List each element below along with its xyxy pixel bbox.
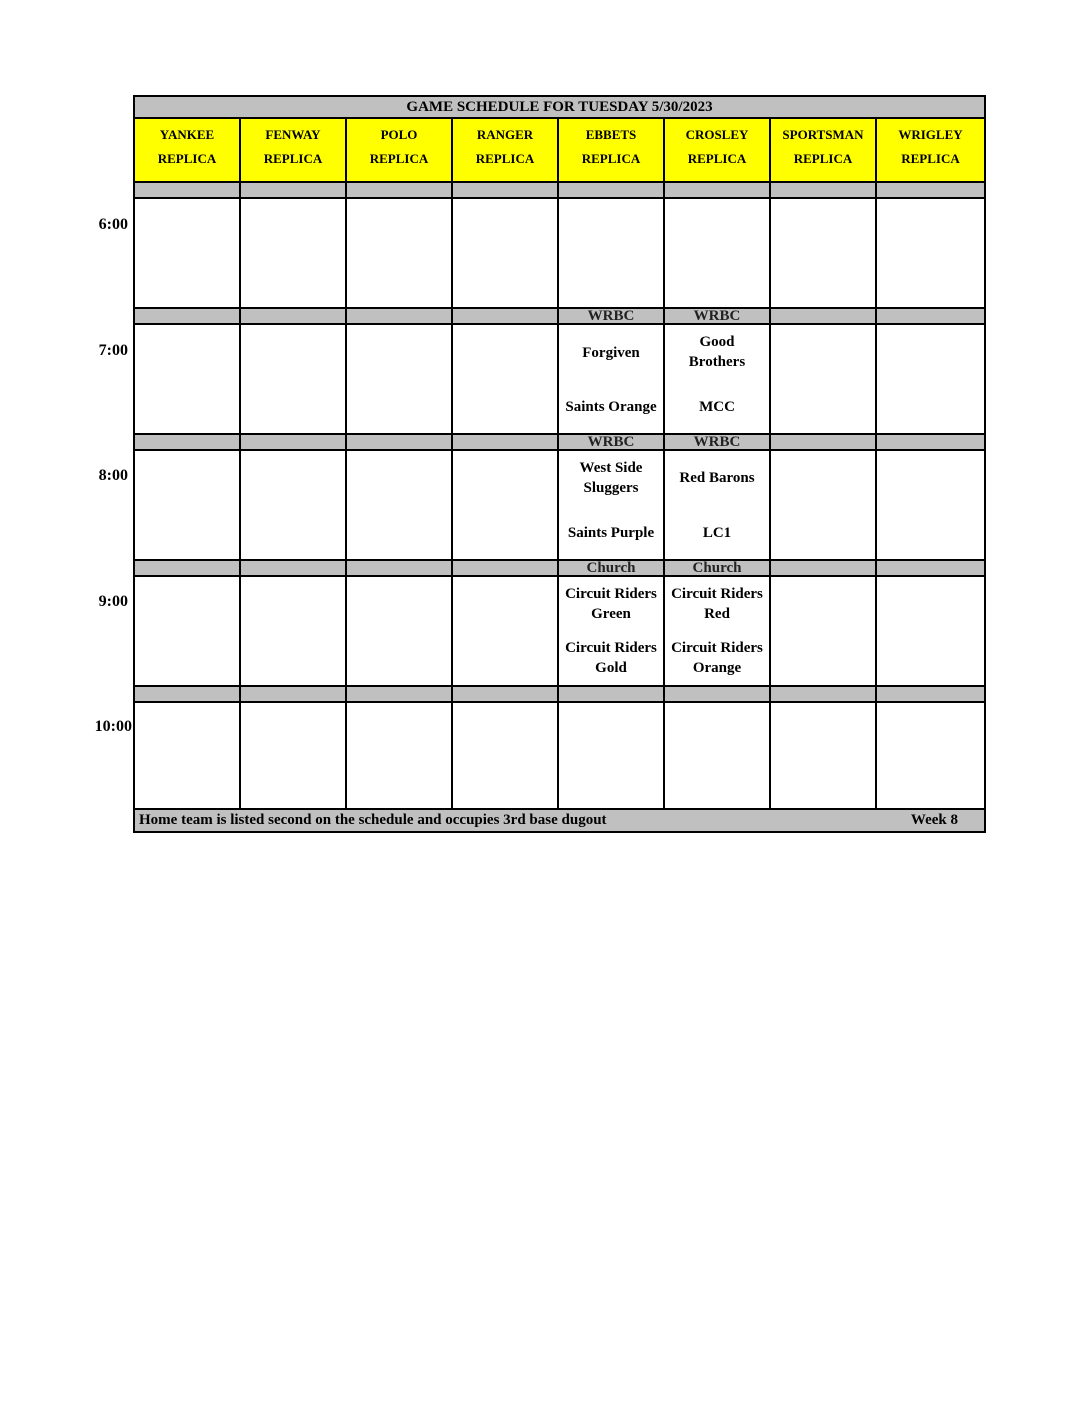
field-sub: REPLICA	[475, 151, 535, 166]
league-bar	[877, 183, 984, 199]
game-cell	[453, 451, 559, 561]
league-bar-ebbets	[559, 687, 665, 703]
game-cell	[347, 451, 453, 561]
field-sub: REPLICA	[263, 151, 323, 166]
league-bar	[453, 435, 559, 451]
game-cell	[453, 325, 559, 435]
field-sub: REPLICA	[157, 151, 217, 166]
league-bar-crosley	[665, 183, 771, 199]
game-cell-crosley	[665, 451, 771, 561]
game-cell	[877, 451, 984, 561]
game-cell	[877, 703, 984, 810]
away-team: West Side Sluggers	[579, 460, 643, 496]
league-bar	[135, 183, 241, 199]
league-bar-crosley: WRBC	[665, 309, 771, 325]
away-team: Circuit Riders Red	[671, 586, 763, 622]
league-bar	[453, 183, 559, 199]
field-sub: REPLICA	[581, 151, 641, 166]
league-bar-ebbets: WRBC	[559, 435, 665, 451]
game-cell	[771, 577, 877, 687]
field-header-ebbets	[559, 119, 665, 183]
home-team: LC1	[702, 525, 732, 541]
league-bar	[347, 309, 453, 325]
away-team: Forgiven	[582, 345, 640, 361]
game-cell-ebbets	[559, 703, 665, 810]
field-header-crosley	[665, 119, 771, 183]
game-cell-ebbets	[559, 577, 665, 687]
home-team: MCC	[699, 399, 735, 415]
game-cell	[771, 325, 877, 435]
league-bar	[877, 435, 984, 451]
game-cell	[135, 451, 241, 561]
time-label-10: 10:00	[94, 718, 132, 735]
league-bar	[347, 561, 453, 577]
league-bar	[135, 687, 241, 703]
game-cell	[453, 577, 559, 687]
game-cell-ebbets	[559, 325, 665, 435]
field-sub: REPLICA	[901, 151, 960, 166]
field-header-fenway	[241, 119, 347, 183]
field-header-yankee	[135, 119, 241, 183]
league-bar	[135, 561, 241, 577]
field-name: SPORTSMAN	[782, 127, 864, 142]
game-cell	[877, 199, 984, 309]
league-bar	[241, 687, 347, 703]
game-cell	[347, 577, 453, 687]
game-cell-crosley	[665, 199, 771, 309]
league-bar	[771, 435, 877, 451]
league-bar-crosley: WRBC	[665, 435, 771, 451]
league-bar-ebbets: WRBC	[559, 309, 665, 325]
game-cell	[453, 703, 559, 810]
away-team: Good Brothers	[688, 334, 746, 370]
field-header-sportsman	[771, 119, 877, 183]
league-bar	[771, 561, 877, 577]
league-bar	[453, 561, 559, 577]
home-team: Saints Purple	[567, 525, 655, 541]
league-bar	[347, 687, 453, 703]
home-team: Saints Orange	[565, 399, 657, 415]
field-header-wrigley	[877, 119, 984, 183]
field-name: RANGER	[476, 127, 534, 142]
field-name: POLO	[380, 127, 418, 142]
game-cell-ebbets	[559, 199, 665, 309]
game-cell	[135, 199, 241, 309]
schedule-footer	[135, 810, 984, 831]
game-cell	[241, 703, 347, 810]
away-team: Circuit Riders Green	[565, 586, 657, 622]
league-bar	[453, 687, 559, 703]
league-bar	[241, 561, 347, 577]
away-team: Red Barons	[679, 470, 755, 486]
league-bar	[241, 435, 347, 451]
game-cell	[453, 199, 559, 309]
home-team: Circuit Riders Orange	[671, 640, 763, 676]
schedule-sheet	[133, 95, 986, 833]
game-cell-crosley	[665, 577, 771, 687]
game-cell	[135, 577, 241, 687]
home-team: Circuit Riders Gold	[565, 640, 657, 676]
league-bar	[135, 435, 241, 451]
field-header-polo	[347, 119, 453, 183]
game-cell	[135, 325, 241, 435]
game-cell	[771, 199, 877, 309]
game-cell	[241, 577, 347, 687]
league-bar-crosley	[665, 687, 771, 703]
schedule-title: GAME SCHEDULE FOR TUESDAY 5/30/2023	[135, 97, 984, 119]
game-cell	[135, 703, 241, 810]
time-label-8: 8:00	[98, 467, 128, 484]
field-name: EBBETS	[585, 127, 637, 142]
game-cell	[347, 199, 453, 309]
game-cell	[347, 703, 453, 810]
league-bar	[877, 687, 984, 703]
league-bar	[771, 687, 877, 703]
game-cell	[241, 199, 347, 309]
league-bar	[241, 309, 347, 325]
league-bar	[877, 561, 984, 577]
game-cell-crosley	[665, 703, 771, 810]
league-bar	[771, 309, 877, 325]
league-bar	[453, 309, 559, 325]
league-bar	[771, 183, 877, 199]
game-cell	[241, 325, 347, 435]
game-cell	[877, 325, 984, 435]
field-name: CROSLEY	[685, 127, 749, 142]
game-cell-ebbets	[559, 451, 665, 561]
game-cell	[347, 325, 453, 435]
field-name: FENWAY	[265, 127, 321, 142]
field-sub: REPLICA	[687, 151, 747, 166]
game-cell	[771, 703, 877, 810]
game-cell	[877, 577, 984, 687]
game-cell	[771, 451, 877, 561]
league-bar	[347, 183, 453, 199]
home-team-note: Home team is listed second on the schedule and occupies 3rd base dugout	[139, 812, 607, 828]
game-cell	[241, 451, 347, 561]
field-sub: REPLICA	[793, 151, 853, 166]
league-bar-crosley: Church	[665, 561, 771, 577]
league-bar	[347, 435, 453, 451]
league-bar	[877, 309, 984, 325]
field-name: WRIGLEY	[898, 127, 963, 142]
game-cell-crosley	[665, 325, 771, 435]
field-sub: REPLICA	[369, 151, 429, 166]
league-bar	[241, 183, 347, 199]
field-name: YANKEE	[159, 127, 215, 142]
time-label-6: 6:00	[98, 216, 128, 233]
time-label-7: 7:00	[98, 342, 128, 359]
time-label-9: 9:00	[98, 593, 128, 610]
league-bar-ebbets	[559, 183, 665, 199]
league-bar-ebbets: Church	[559, 561, 665, 577]
field-header-ranger	[453, 119, 559, 183]
league-bar	[135, 309, 241, 325]
week-label: Week 8	[910, 812, 958, 828]
